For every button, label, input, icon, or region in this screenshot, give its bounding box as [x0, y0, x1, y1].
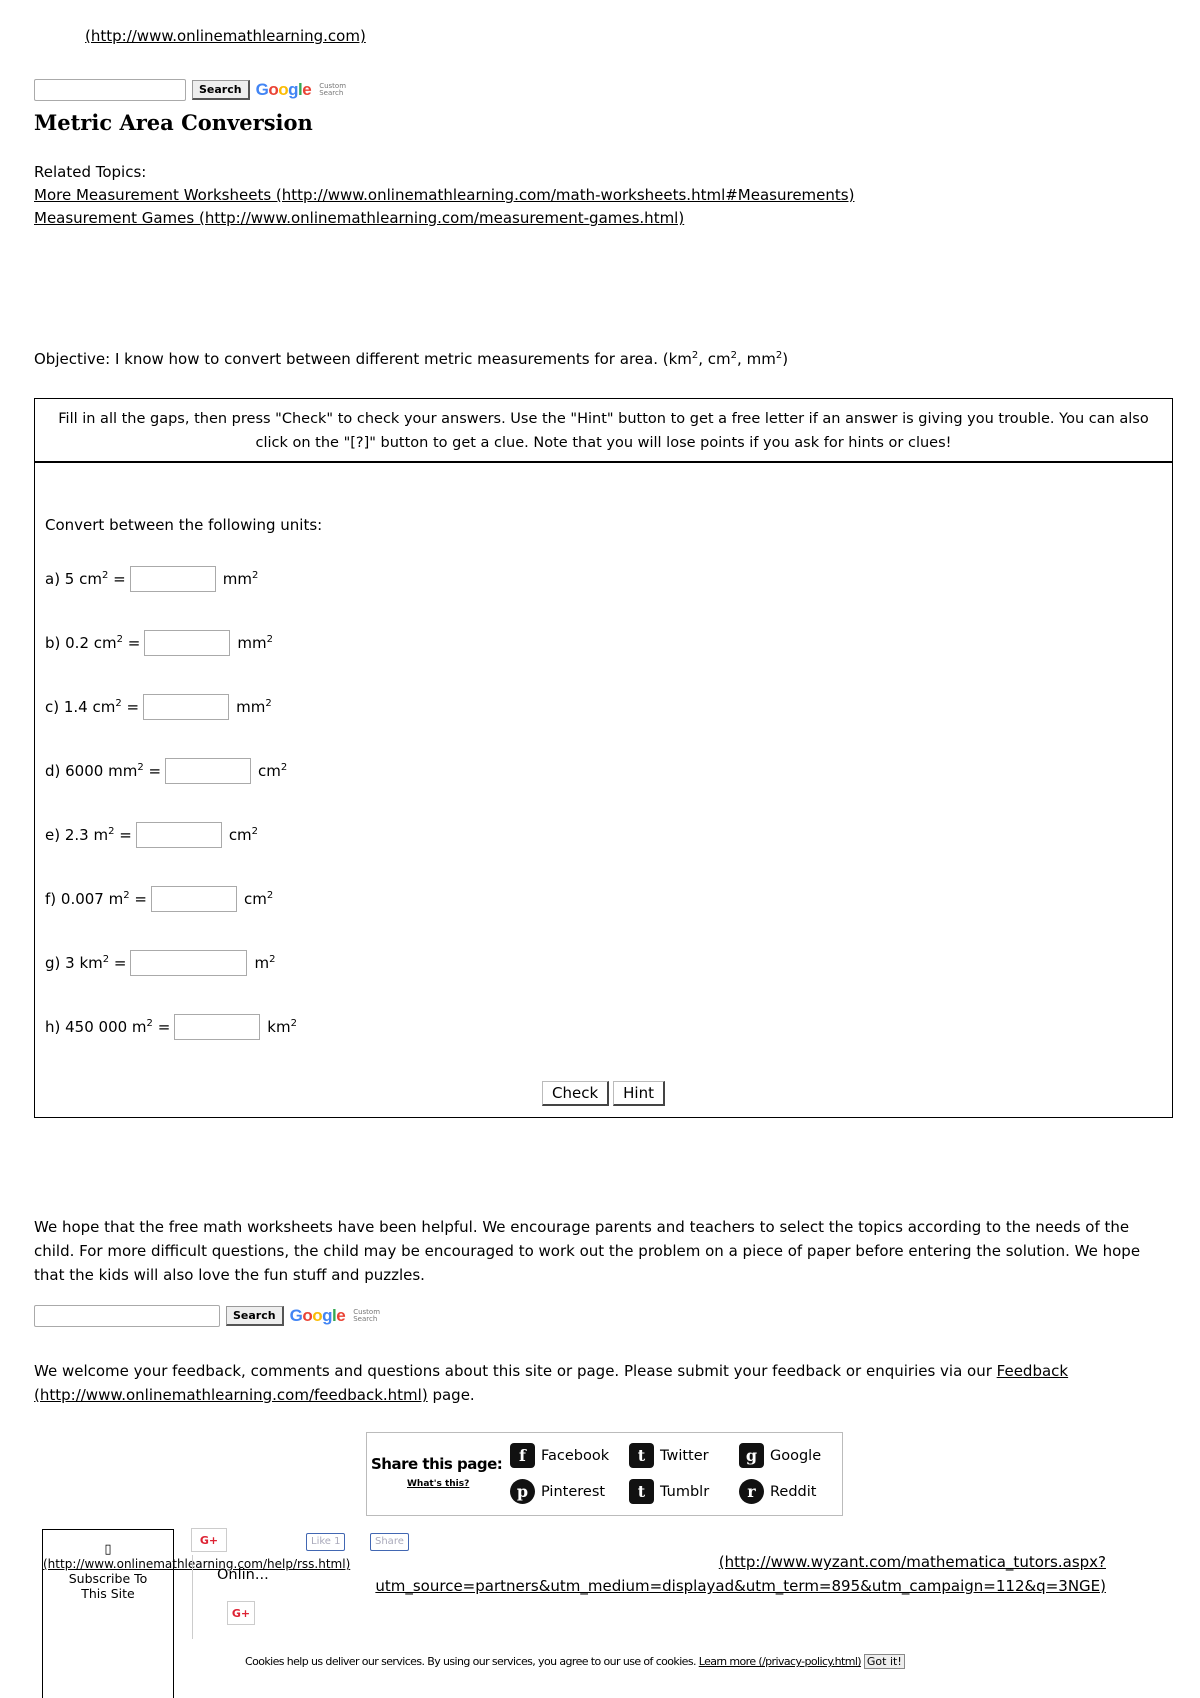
custom-search-label: Custom Search — [353, 1308, 381, 1323]
feedback-link[interactable]: Feedback (http://www.onlinemathlearning.com/feedback.html) — [34, 1362, 1069, 1404]
share-twitter[interactable]: t Twitter — [629, 1443, 709, 1468]
question-h: h) 450 000 $m^2$ = $km^2$ — [45, 1014, 297, 1040]
custom-search-label: Custom Search — [319, 82, 347, 97]
whats-this-link[interactable]: What's this? — [407, 1479, 470, 1489]
question-g: g) 3 $km^2$ = $m^2$ — [45, 950, 275, 976]
google-logo: Google — [289, 1306, 346, 1325]
gplus-widget-button[interactable]: G+ — [227, 1601, 255, 1625]
question-b: b) 0.2 $cm^2$ = $mm^2$ — [45, 630, 273, 656]
share-pinterest[interactable]: p Pinterest — [510, 1479, 605, 1504]
feedback-text: We welcome your feedback, comments and questions about this site or page. Please submit your feedback or enquiries via our Feedback (http://www.onlinemathlearning.com/feedback.html) page. — [34, 1362, 1069, 1404]
fb-share-button[interactable]: Share — [370, 1533, 409, 1551]
answer-input-d[interactable] — [165, 758, 251, 784]
rss-icon: ▯ — [104, 1542, 112, 1557]
hint-button[interactable]: Hint — [613, 1081, 665, 1106]
tumblr-icon: t — [629, 1479, 654, 1504]
answer-input-f[interactable] — [151, 886, 237, 912]
google-logo: Google — [255, 80, 312, 99]
reddit-icon: r — [739, 1479, 764, 1504]
share-box — [366, 1432, 843, 1516]
answer-input-e[interactable] — [136, 822, 222, 848]
rss-link[interactable]: (http://www.onlinemathlearning.com/help/rss.html) — [43, 1557, 351, 1571]
widget-title: Onlin... — [217, 1567, 269, 1583]
google-plus-icon: g — [739, 1443, 764, 1468]
bottom-search-input[interactable] — [34, 1305, 220, 1327]
check-button[interactable]: Check — [542, 1081, 609, 1106]
answer-input-b[interactable] — [144, 630, 230, 656]
bottom-search-bar — [34, 1305, 381, 1327]
gplus-widget — [192, 1555, 289, 1639]
quiz-instructions: Fill in all the gaps, then press "Check" to check your answers. Use the "Hint" button to get a free letter if an answer is giving you trouble. You can also click on the "[?]" button to get a clue. Note that you will lose points if you ask for hints or clues! — [35, 399, 1172, 463]
objective: Objective: I know how to convert between different metric measurements for area. ($km^2$, $cm^2$, $mm^2$) — [34, 350, 789, 368]
site-home-link[interactable]: (http://www.onlinemathlearning.com) — [85, 27, 366, 45]
answer-input-c[interactable] — [143, 694, 229, 720]
quiz-buttons — [35, 1081, 1172, 1106]
facebook-icon: f — [510, 1443, 535, 1468]
answer-input-a[interactable] — [130, 566, 216, 592]
cookie-banner: Cookies help us deliver our services. By using our services, you agree to our use of cookies. Learn more (/privacy-policy.html) Got it! — [245, 1654, 905, 1669]
page-title: Metric Area Conversion — [34, 110, 313, 135]
related-topics-label: Related Topics: — [34, 163, 147, 181]
fb-like-button[interactable]: Like 1 — [306, 1533, 345, 1551]
share-title: Share this page: — [371, 1455, 503, 1473]
question-a: a) 5 $cm^2$ = $mm^2$ — [45, 566, 258, 592]
convert-label: Convert between the following units: — [45, 516, 323, 534]
question-c: c) 1.4 $cm^2$ = $mm^2$ — [45, 694, 272, 720]
related-link-games[interactable]: Measurement Games (http://www.onlinemathlearning.com/measurement-games.html) — [34, 209, 685, 227]
answer-input-h[interactable] — [174, 1014, 260, 1040]
answer-input-g[interactable] — [130, 950, 247, 976]
search-button[interactable]: Search — [192, 80, 250, 100]
gplus-button[interactable]: G+ — [191, 1528, 227, 1552]
learn-more-link[interactable]: Learn more (/privacy-policy.html) — [698, 1655, 861, 1668]
share-tumblr[interactable]: t Tumblr — [629, 1479, 709, 1504]
wyzant-link[interactable]: (http://www.wyzant.com/mathematica_tutors.aspx?utm_source=partners&utm_medium=displayad&utm_term=895&utm_campaign=112&q=3NGE) — [375, 1553, 1106, 1595]
twitter-icon: t — [629, 1443, 654, 1468]
share-facebook[interactable]: f Facebook — [510, 1443, 609, 1468]
closing-text: We hope that the free math worksheets have been helpful. We encourage parents and teachers to select the topics according to the needs of the child. For more difficult questions, the child may be encouraged to work out the problem on a piece of paper before entering the solution. We hope that the kids will also love the fun stuff and puzzles. — [34, 1218, 1141, 1284]
got-it-button[interactable]: Got it! — [864, 1654, 905, 1669]
bottom-search-button[interactable]: Search — [226, 1306, 284, 1326]
subscribe-label: Subscribe To This Site — [68, 1571, 148, 1601]
question-f: f) 0.007 $m^2$ = $cm^2$ — [45, 886, 273, 912]
top-search-bar — [34, 79, 347, 101]
question-d: d) 6000 $mm^2$ = $cm^2$ — [45, 758, 287, 784]
question-e: e) 2.3 $m^2$ = $cm^2$ — [45, 822, 258, 848]
related-topics — [34, 161, 854, 230]
share-google[interactable]: g Google — [739, 1443, 821, 1468]
pinterest-icon: p — [510, 1479, 535, 1504]
search-input[interactable] — [34, 79, 186, 101]
quiz-panel — [34, 398, 1173, 1118]
related-link-worksheets[interactable]: More Measurement Worksheets (http://www.onlinemathlearning.com/math-worksheets.html#Measurements) — [34, 186, 855, 204]
share-reddit[interactable]: r Reddit — [739, 1479, 816, 1504]
